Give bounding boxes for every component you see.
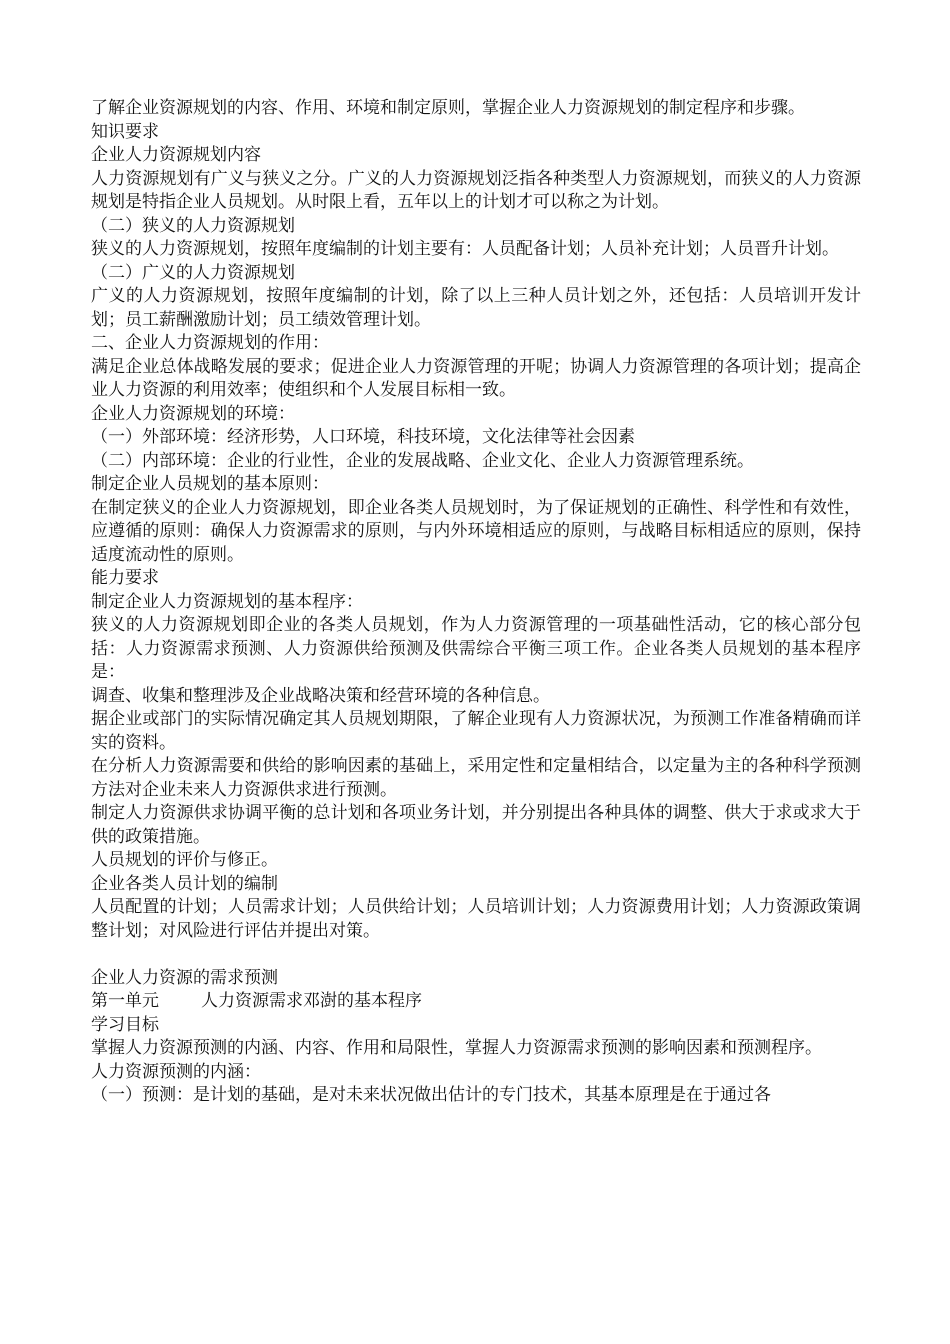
list-item: （一）外部环境：经济形势，人口环境，科技环境，文化法律等社会因素	[91, 427, 635, 447]
section-heading: 企业各类人员计划的编制	[91, 873, 278, 894]
paragraph: 掌握人力资源预测的内涵、内容、作用和局限性，掌握人力资源需求预测的影响因素和预测程序。	[91, 1038, 822, 1058]
paragraph: 广义的人力资源规划，按照年度编制的计划，除了以上三种人员计划之外，还包括：人员培训开发计划；员工薪酬激励计划；员工绩效管理计划。	[91, 286, 861, 330]
chapter-title: 企业人力资源的需求预测	[91, 967, 278, 988]
section-heading: 人力资源预测的内涵：	[91, 1061, 261, 1082]
paragraph: 狭义的人力资源规划即企业的各类人员规划，作为人力资源管理的一项基础性活动，它的核心部分包括：人力资源需求预测、人力资源供给预测及供需综合平衡三项工作。企业各类人员规划的基本程序是：	[91, 615, 861, 682]
section-heading: 二、企业人力资源规划的作用：	[91, 333, 329, 353]
sub-heading: （二）狭义的人力资源规划	[91, 215, 295, 236]
list-item: （二）内部环境：企业的行业性，企业的发展战略、企业文化、企业人力资源管理系统。	[91, 450, 754, 471]
section-heading: 能力要求	[91, 568, 159, 588]
section-heading: 企业人力资源规划内容	[91, 145, 261, 165]
list-item: 调查、收集和整理涉及企业战略决策和经营环境的各种信息。	[91, 685, 550, 706]
list-item: 人员规划的评价与修正。	[91, 850, 278, 870]
section-heading: 制定企业人力资源规划的基本程序：	[91, 591, 363, 612]
paragraph: 人员配置的计划；人员需求计划；人员供给计划；人员培训计划；人力资源费用计划；人力资源政策调整计划；对风险进行评估并提出对策。	[91, 897, 861, 941]
section-heading: 企业人力资源规划的环境：	[91, 403, 295, 424]
paragraph: 满足企业总体战略发展的要求；促进企业人力资源管理的开呢；协调人力资源管理的各项计划；提高企业人力资源的利用效率；使组织和个人发展目标相一致。	[91, 356, 861, 400]
paragraph: 人力资源规划有广义与狭义之分。广义的人力资源规划泛指各种类型人力资源规划，而狭义的人力资源规划是特指企业人员规划。从时限上看，五年以上的计划才可以称之为计划。	[91, 168, 861, 212]
paragraph: 在制定狭义的企业人力资源规划，即企业各类人员规划时，为了保证规划的正确性、科学性和有效性，应遵循的原则：确保人力资源需求的原则，与内外环境相适应的原则，与战略目标相适应的原则，保持适度流动性的原则。	[91, 497, 861, 565]
section-heading: 制定企业人员规划的基本原则：	[91, 474, 329, 494]
section-heading: 知识要求	[91, 121, 159, 142]
list-item: 制定人力资源供求协调平衡的总计划和各项业务计划，并分别提出各种具体的调整、供大于求或求大于供的政策措施。	[91, 803, 861, 847]
section-heading: 学习目标	[91, 1014, 159, 1035]
unit-title: 人力资源需求邓澍的基本程序	[201, 991, 422, 1011]
paragraph: 狭义的人力资源规划，按照年度编制的计划主要有：人员配备计划；人员补充计划；人员晋升计划。	[91, 239, 839, 259]
list-item: 据企业或部门的实际情况确定其人员规划期限，了解企业现有人力资源状况，为预测工作准备精确而详实的资料。	[91, 709, 861, 753]
document-page	[91, 97, 861, 1108]
paragraph: 了解企业资源规划的内容、作用、环境和制定原则，掌握企业人力资源规划的制定程序和步骤。	[91, 98, 805, 118]
list-item: 在分析人力资源需要和供给的影响因素的基础上，采用定性和定量相结合，以定量为主的各种科学预测方法对企业未来人力资源供求进行预测。	[91, 756, 861, 800]
unit-heading	[91, 990, 861, 1014]
sub-heading: （二）广义的人力资源规划	[91, 262, 295, 283]
blank-line	[91, 943, 861, 967]
unit-label: 第一单元	[91, 991, 159, 1011]
list-item: （一）预测：是计划的基础，是对未来状况做出估计的专门技术，其基本原理是在于通过各	[91, 1085, 771, 1105]
